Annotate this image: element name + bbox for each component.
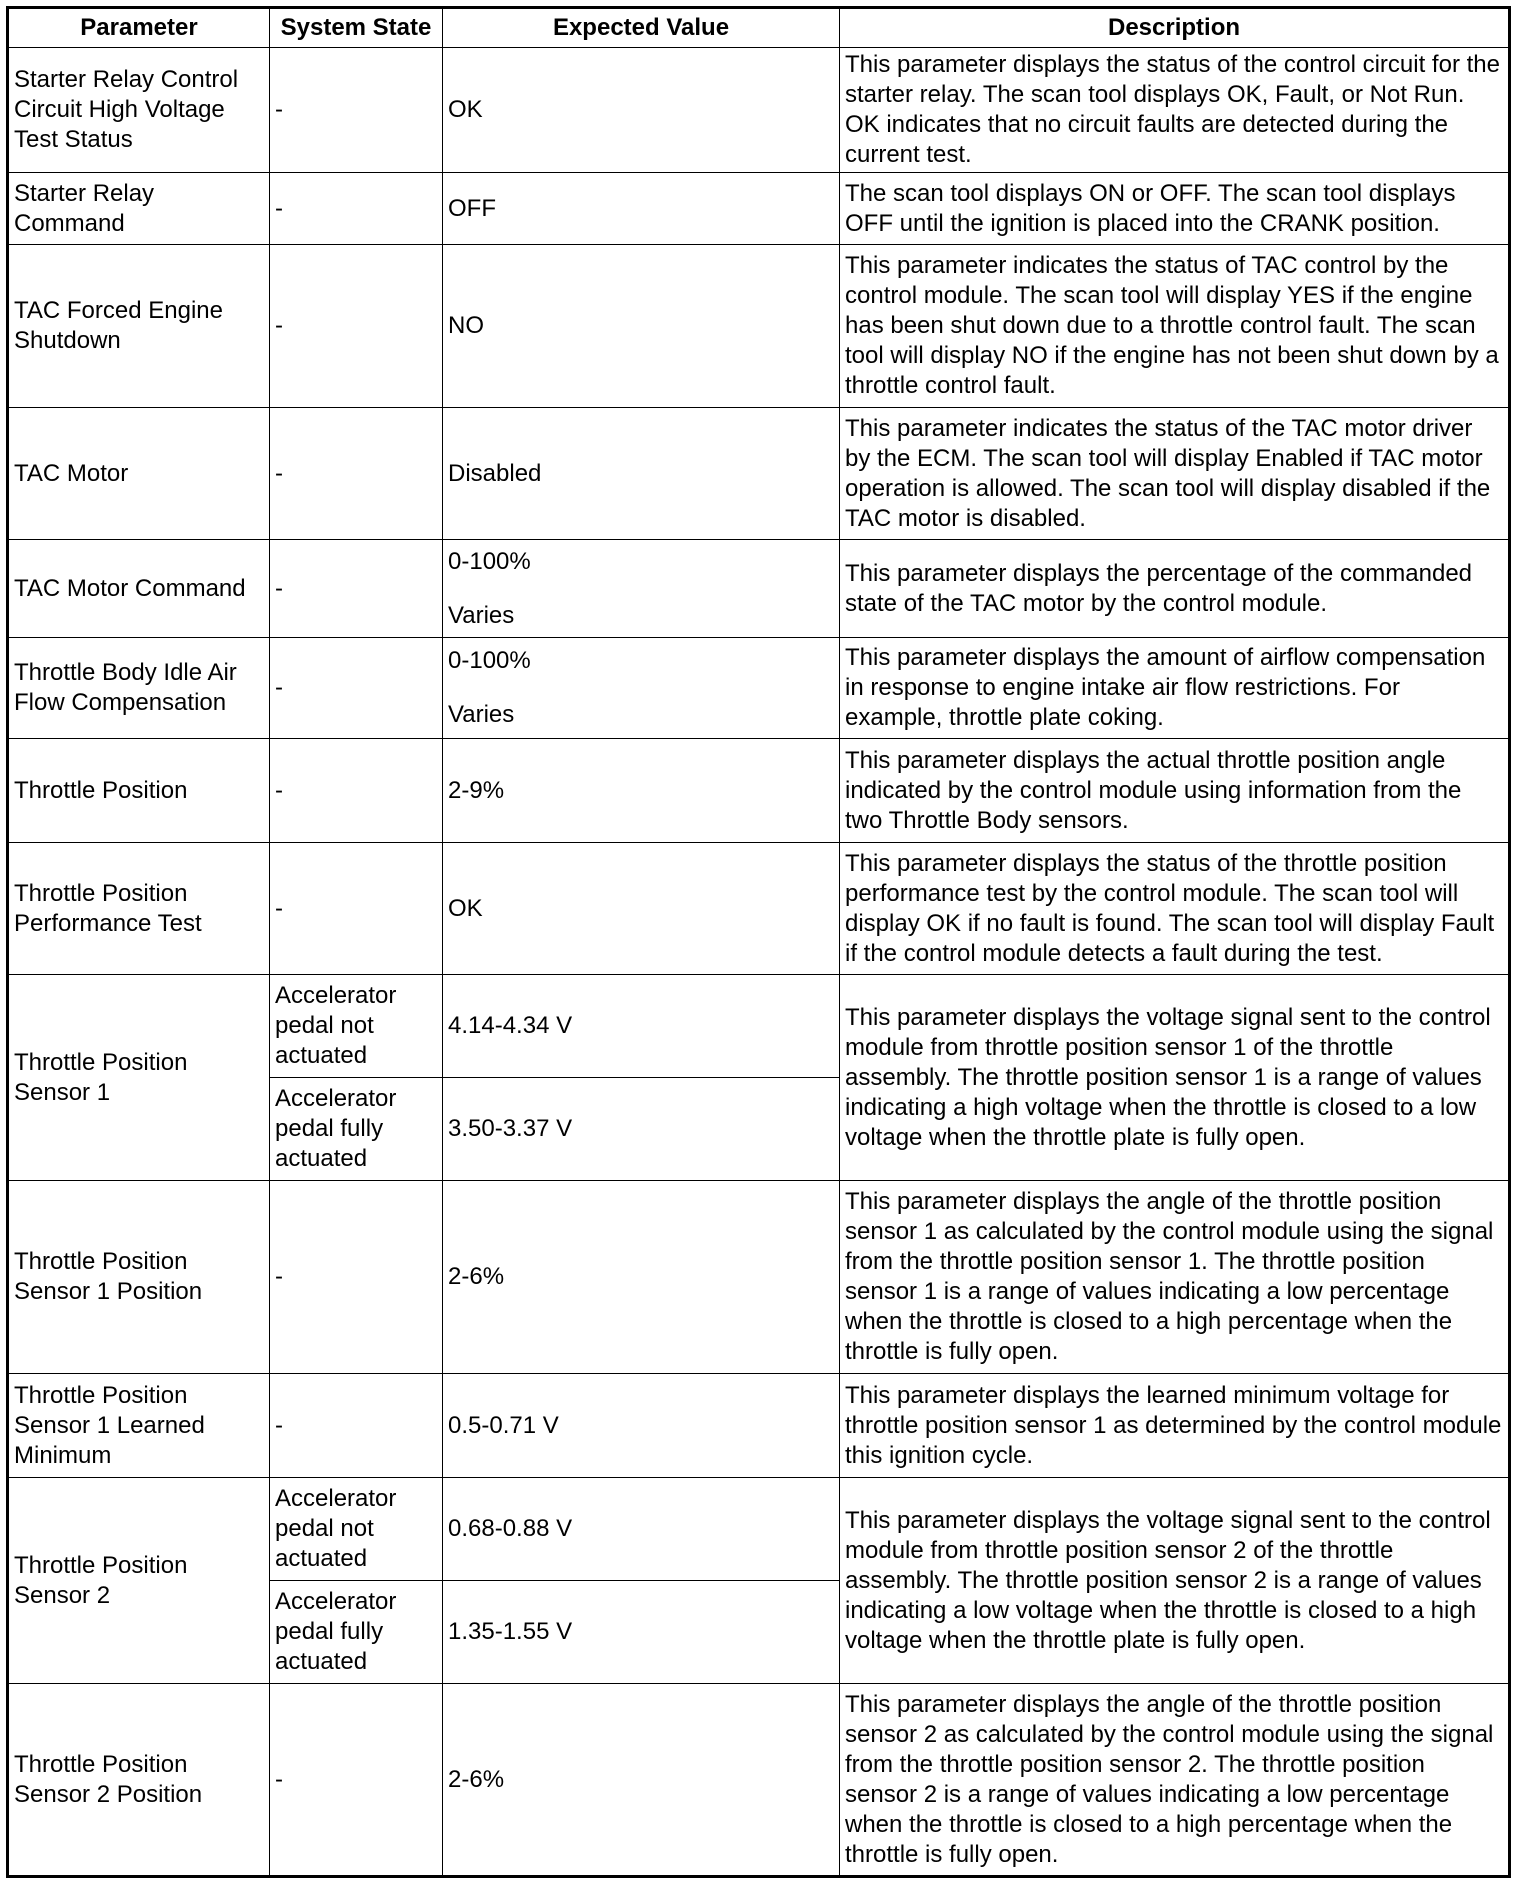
description-cell: This parameter displays the learned minimum voltage for throttle position sensor 1 as determined by the control module this ignition cycle. bbox=[840, 1374, 1510, 1478]
system-state-cell: - bbox=[270, 245, 443, 408]
expected-value-cell: OFF bbox=[443, 173, 840, 245]
table-row bbox=[8, 245, 1510, 408]
parameter-cell: Throttle Position Sensor 1 Position bbox=[8, 1181, 270, 1374]
system-state-cell: Accelerator pedal fully actuated bbox=[270, 1581, 443, 1684]
parameter-cell: TAC Motor Command bbox=[8, 540, 270, 638]
expected-note: Varies bbox=[448, 601, 515, 629]
system-state-cell: Accelerator pedal not actuated bbox=[270, 1478, 443, 1581]
parameter-cell: Starter Relay Control Circuit High Voltage Test Status bbox=[8, 48, 270, 173]
expected-value-cell: NO bbox=[443, 245, 840, 408]
system-state-cell: Accelerator pedal not actuated bbox=[270, 975, 443, 1078]
parameter-cell: Throttle Position Sensor 2 bbox=[8, 1478, 270, 1684]
expected-value-cell: 0.68-0.88 V bbox=[443, 1478, 840, 1581]
table-row bbox=[8, 1478, 1510, 1581]
expected-note: Varies bbox=[448, 701, 515, 728]
table-row bbox=[8, 1374, 1510, 1478]
table-row bbox=[8, 173, 1510, 245]
system-state-cell: - bbox=[270, 540, 443, 638]
table-row bbox=[8, 1684, 1510, 1877]
table-row bbox=[8, 408, 1510, 540]
table-row bbox=[8, 1181, 1510, 1374]
parameter-cell: Throttle Body Idle Air Flow Compensation bbox=[8, 638, 270, 739]
description-cell: This parameter displays the angle of the throttle position sensor 1 as calculated by the control module using the signal from the throttle position sensor 1. The throttle position sensor 1 is a range of values indicating a low percentage when the throttle is closed to a high percentage when the throttle is fully open. bbox=[840, 1181, 1510, 1374]
expected-value-cell: Disabled bbox=[443, 408, 840, 540]
system-state-cell: - bbox=[270, 1374, 443, 1478]
table-row bbox=[8, 739, 1510, 843]
header-parameter: Parameter bbox=[8, 8, 270, 48]
system-state-cell: Accelerator pedal fully actuated bbox=[270, 1078, 443, 1181]
expected-value-cell: 0.5-0.71 V bbox=[443, 1374, 840, 1478]
description-cell: This parameter displays the voltage signal sent to the control module from throttle position sensor 2 of the throttle assembly. The throttle position sensor 2 is a range of values indicating a low voltage when the throttle is closed to a high voltage when the throttle plate is fully open. bbox=[840, 1478, 1510, 1684]
expected-value-cell: 1.35-1.55 V bbox=[443, 1581, 840, 1684]
parameter-cell: Throttle Position Sensor 1 Learned Minimum bbox=[8, 1374, 270, 1478]
parameter-cell: Throttle Position bbox=[8, 739, 270, 843]
table-row bbox=[8, 975, 1510, 1078]
system-state-cell: - bbox=[270, 48, 443, 173]
system-state-cell: - bbox=[270, 1684, 443, 1877]
expected-value-cell: 2-6% bbox=[443, 1181, 840, 1374]
parameter-cell: Throttle Position Performance Test bbox=[8, 843, 270, 975]
header-expected-value: Expected Value bbox=[443, 8, 840, 48]
parameter-cell: Starter Relay Command bbox=[8, 173, 270, 245]
expected-range: 0-100% bbox=[448, 547, 531, 575]
table-row bbox=[8, 843, 1510, 975]
expected-value-cell bbox=[443, 638, 840, 739]
description-cell: The scan tool displays ON or OFF. The scan tool displays OFF until the ignition is placed into the CRANK position. bbox=[840, 173, 1510, 245]
description-cell: This parameter indicates the status of TAC control by the control module. The scan tool will display YES if the engine has been shut down due to a throttle control fault. The scan tool will display NO if the engine has not been shut down by a throttle control fault. bbox=[840, 245, 1510, 408]
expected-value-cell: 2-6% bbox=[443, 1684, 840, 1877]
system-state-cell: - bbox=[270, 173, 443, 245]
description-cell: This parameter displays the actual throttle position angle indicated by the control module using information from the two Throttle Body sensors. bbox=[840, 739, 1510, 843]
system-state-cell: - bbox=[270, 638, 443, 739]
system-state-cell: - bbox=[270, 408, 443, 540]
parameter-table bbox=[6, 6, 1511, 1878]
header-description: Description bbox=[840, 8, 1510, 48]
header-system-state: System State bbox=[270, 8, 443, 48]
description-cell: This parameter displays the voltage signal sent to the control module from throttle position sensor 1 of the throttle assembly. The throttle position sensor 1 is a range of values indicating a high voltage when the throttle is closed to a low voltage when the throttle plate is fully open. bbox=[840, 975, 1510, 1181]
expected-value-cell bbox=[443, 540, 840, 638]
parameter-cell: Throttle Position Sensor 2 Position bbox=[8, 1684, 270, 1877]
description-cell: This parameter displays the status of the throttle position performance test by the control module. The scan tool will display OK if no fault is found. The scan tool will display Fault if the control module detects a fault during the test. bbox=[840, 843, 1510, 975]
expected-value-cell: OK bbox=[443, 843, 840, 975]
description-cell: This parameter displays the amount of airflow compensation in response to engine intake air flow restrictions. For example, throttle plate coking. bbox=[840, 638, 1510, 739]
description-cell: This parameter displays the percentage of the commanded state of the TAC motor by the control module. bbox=[840, 540, 1510, 638]
description-cell: This parameter indicates the status of the TAC motor driver by the ECM. The scan tool will display Enabled if TAC motor operation is allowed. The scan tool will display disabled if the TAC motor is disabled. bbox=[840, 408, 1510, 540]
table-row bbox=[8, 638, 1510, 739]
expected-range: 0-100% bbox=[448, 647, 531, 674]
description-cell: This parameter displays the status of the control circuit for the starter relay. The scan tool displays OK, Fault, or Not Run. OK indicates that no circuit faults are detected during the current test. bbox=[840, 48, 1510, 173]
table-row bbox=[8, 540, 1510, 638]
description-cell: This parameter displays the angle of the throttle position sensor 2 as calculated by the control module using the signal from the throttle position sensor 2. The throttle position sensor 2 is a range of values indicating a low percentage when the throttle is closed to a high percentage when the throttle is fully open. bbox=[840, 1684, 1510, 1877]
expected-value-cell: 4.14-4.34 V bbox=[443, 975, 840, 1078]
expected-value-cell: OK bbox=[443, 48, 840, 173]
parameter-cell: Throttle Position Sensor 1 bbox=[8, 975, 270, 1181]
header-row bbox=[8, 8, 1510, 48]
system-state-cell: - bbox=[270, 843, 443, 975]
parameter-cell: TAC Motor bbox=[8, 408, 270, 540]
table-row bbox=[8, 48, 1510, 173]
expected-value-cell: 3.50-3.37 V bbox=[443, 1078, 840, 1181]
system-state-cell: - bbox=[270, 739, 443, 843]
expected-value-cell: 2-9% bbox=[443, 739, 840, 843]
system-state-cell: - bbox=[270, 1181, 443, 1374]
parameter-cell: TAC Forced Engine Shutdown bbox=[8, 245, 270, 408]
